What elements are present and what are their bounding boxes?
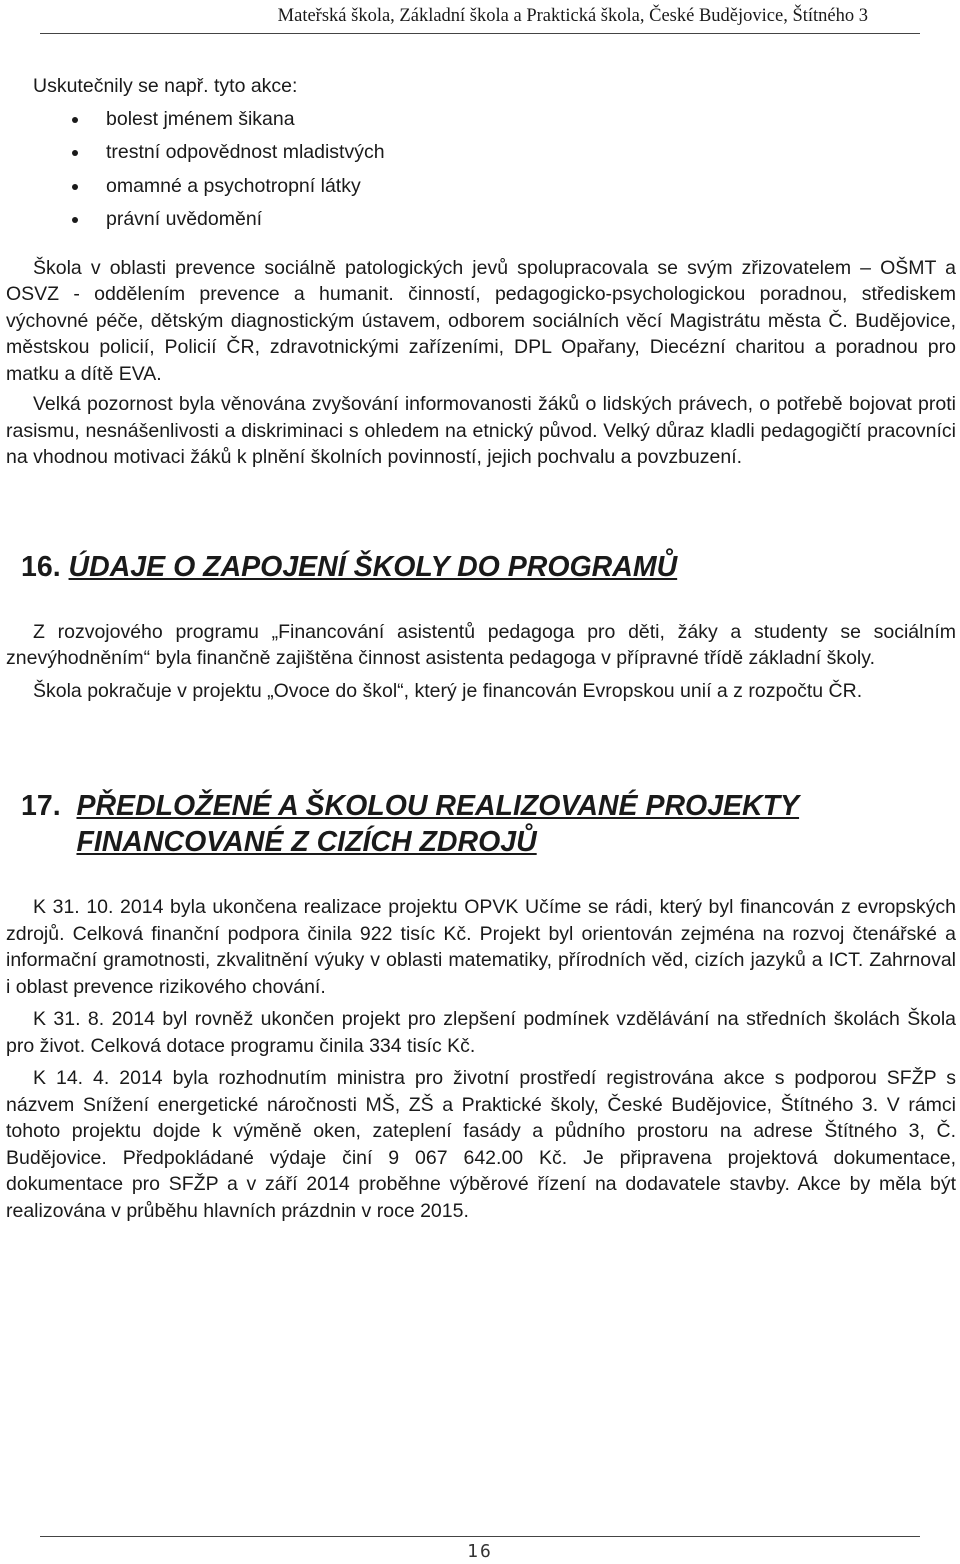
list-item: bolest jménem šikana bbox=[72, 103, 956, 137]
list-item: omamné a psychotropní látky bbox=[72, 170, 956, 204]
section-16-number: 16. bbox=[21, 550, 61, 583]
prevention-intro: Uskutečnily se např. tyto akce: bbox=[33, 75, 298, 97]
list-item: trestní odpovědnost mladistvých bbox=[72, 136, 956, 170]
section-16-paragraph-1: Z rozvojového programu „Financování asistentů pedagoga pro děti, žáky a studenty se sociálním znevýhodněním“ byla finančně zajištěna činnost asistenta pedagoga v přípravné třídě základní školy. bbox=[6, 620, 956, 669]
section-17-number: 17. bbox=[21, 790, 61, 822]
section-17-title: PŘEDLOŽENÉ A ŠKOLOU REALIZOVANÉ PROJEKTY FINANCOVANÉ Z CIZÍCH ZDROJŮ bbox=[76, 790, 800, 858]
prevention-cooperation-paragraph: Škola v oblasti prevence sociálně patologických jevů spolupracovala se svým zřizovatelem – OŠMT a OSVZ - oddělením prevence a humanit. činností, pedagogicko-psychologickou poradnou, střediskem výchovné péče, dětským diagnostickým ústavem, odborem sociálních věcí Magistrátu města Č. Budějovice, městskou policií, Policií ČR, zdravotnickými zařízeními, DPL Opařany, Diecézní charitou a poradnou pro matku a dítě EVA. bbox=[6, 256, 956, 385]
section-17-heading bbox=[6, 788, 956, 860]
section-17-paragraph-1: K 31. 10. 2014 byla ukončena realizace projektu OPVK Učíme se rádi, který byl financován z evropských zdrojů. Celková finanční podpora činila 922 tisíc Kč. Projekt byl orientován zejména na rozvoj čtenářské a informační gramotnosti, zkvalitnění výuky v oblasti matematiky, přírodních věd, cizích jazyků a ICT. Zahrnoval i oblast prevence rizikového chování. bbox=[6, 896, 956, 998]
page-number: 16 bbox=[467, 1541, 493, 1562]
section-17-paragraph-3: K 14. 4. 2014 byla rozhodnutím ministra pro životní prostředí registrována akce s podporou SFŽP s názvem Snížení energetické náročnosti MŠ, ZŠ a Praktické školy, České Budějovice, Štítného 3. V rámci tohoto projektu dojde k výměně oken, zateplení fasády a půdního prostoru na adrese Štítného 3, Č. Budějovice. Předpokládané výdaje činí 9 067 642.00 Kč. Je připravena projektová dokumentace, dokumentace pro SFŽP a v září 2014 proběhne výběrové řízení na dodavatele stavby. Akce by měla být realizována v průběhu hlavních prázdnin v roce 2015. bbox=[6, 1067, 956, 1222]
page-content bbox=[6, 73, 956, 1224]
section-16-heading bbox=[6, 549, 956, 585]
prevention-actions-list bbox=[6, 103, 956, 237]
section-16-title: ÚDAJE O ZAPOJENÍ ŠKOLY DO PROGRAMŮ bbox=[68, 550, 678, 583]
section-16-paragraph-2: Škola pokračuje v projektu „Ovoce do škol“, který je financován Evropskou unií a z rozpočtu ČR. bbox=[33, 679, 863, 702]
header-divider bbox=[40, 33, 920, 34]
list-item: právní uvědomění bbox=[72, 203, 956, 237]
page-header: Mateřská škola, Základní škola a Praktická škola, České Budějovice, Štítného 3 bbox=[277, 6, 868, 26]
prevention-awareness-paragraph: Velká pozornost byla věnována zvyšování informovanosti žáků o lidských právech, o potřebě bojovat proti rasismu, nesnášenlivosti a diskriminaci s ohledem na etnický původ. Velký důraz kladli pedagogičtí pracovníci na vhodnou motivaci žáků k plnění školních povinností, jejich pochvalu a povzbuzení. bbox=[6, 393, 956, 468]
footer-divider bbox=[40, 1536, 920, 1537]
section-17-paragraph-2: K 31. 8. 2014 byl rovněž ukončen projekt pro zlepšení podmínek vzdělávání na středních školách Škola pro život. Celková dotace programu činila 334 tisíc Kč. bbox=[6, 1008, 956, 1057]
